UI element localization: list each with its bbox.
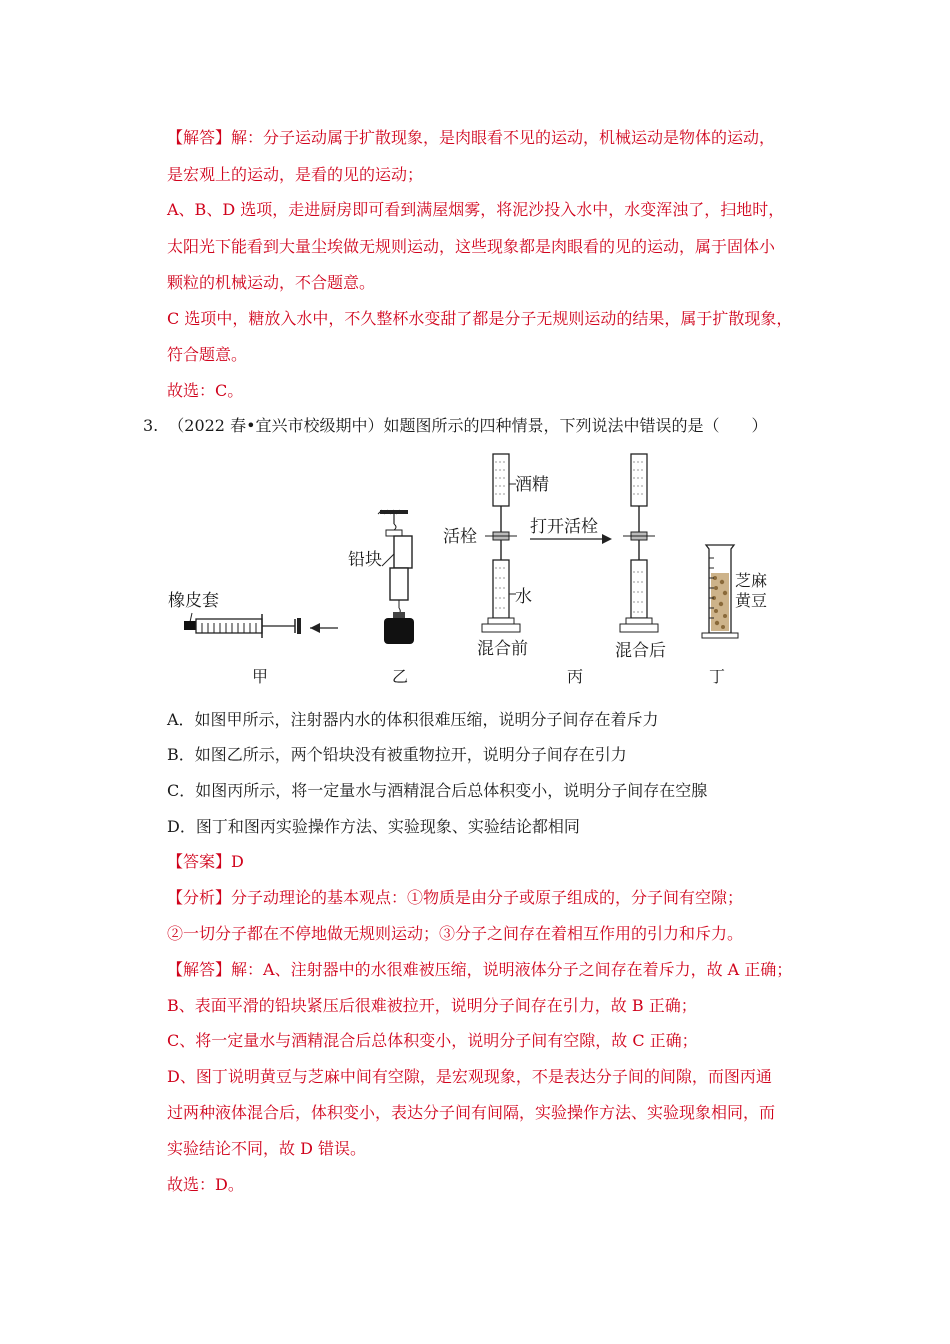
label-ding: 丁 xyxy=(709,667,726,686)
answer-line xyxy=(167,851,244,873)
mixing-before-diagram xyxy=(443,454,549,659)
solution-line: C、将一定量水与酒精混合后总体积变小，说明分子间有空隙，故 C 正确； xyxy=(167,1031,698,1050)
solution-text: 解：A、注射器中的水很难被压缩，说明液体分子之间存在着斥力，故 A 正确； xyxy=(231,960,793,979)
solution-conclusion: 故选：C。 xyxy=(167,381,244,400)
solution-line: 过两种液体混合后，体积变小，表达分子间有间隔，实验操作方法、实验现象相同，而 xyxy=(167,1103,776,1122)
question-number: 3. xyxy=(143,416,159,435)
solution-conclusion: 故选：D。 xyxy=(167,1175,244,1194)
before-mix-label: 混合前 xyxy=(477,639,528,659)
water-label: 水 xyxy=(515,587,532,607)
solution-line: 实验结论不同，故 D 错误。 xyxy=(167,1139,367,1158)
solution-line: B、表面平滑的铅块紧压后很难被拉开，说明分子间存在引力，故 B 正确； xyxy=(167,996,697,1015)
rubber-cap-label: 橡皮套 xyxy=(168,591,219,611)
question-stem xyxy=(143,415,768,437)
experiment-figure-svg xyxy=(150,448,810,693)
lead-block-diagram xyxy=(348,510,414,686)
solution-line: D、图丁说明黄豆与芝麻中间有空隙，是宏观现象，不是表达分子间的间隙，而图丙通 xyxy=(167,1067,772,1086)
option-a: A．如图甲所示，注射器内水的体积很难压缩，说明分子间存在着斥力 xyxy=(167,710,659,729)
solution-line: 是宏观上的运动，是看的见的运动； xyxy=(167,165,424,184)
solution-line: A、B、D 选项，走进厨房即可看到满屋烟雾，将泥沙投入水中，水变浑浊了，扫地时， xyxy=(167,200,785,219)
alcohol-label: 酒精 xyxy=(515,475,549,495)
solution-label: 【解答】 xyxy=(167,960,232,979)
solution-line: 颗粒的机械运动，不合题意。 xyxy=(167,273,376,292)
option-d: D．图丁和图丙实验操作方法、实验现象、实验结论都相同 xyxy=(167,817,580,836)
analysis-label: 【分析】 xyxy=(167,888,232,907)
label-jia: 甲 xyxy=(252,667,269,686)
solution-line: 太阳光下能看到大量尘埃做无规则运动，这些现象都是肉眼看的见的运动，属于固体小 xyxy=(167,237,776,256)
option-b: B．如图乙所示，两个铅块没有被重物拉开，说明分子间存在引力 xyxy=(167,745,627,764)
solution-line: 符合题意。 xyxy=(167,345,248,364)
solution-line: C 选项中，糖放入水中，不久整杯水变甜了都是分子无规则运动的结果，属于扩散现象， xyxy=(167,309,793,328)
sesame-label: 芝麻 xyxy=(735,571,768,590)
after-mix-label: 混合后 xyxy=(615,641,666,661)
lead-block-label: 铅块 xyxy=(348,550,382,570)
analysis-line: ②一切分子都在不停地做无规则运动；③分子之间存在着相互作用的引力和斥力。 xyxy=(167,924,744,943)
question-text: （2022 春•宜兴市校级期中）如题图所示的四种情景，下列说法中错误的是（ ） xyxy=(168,416,768,435)
solution-line: 【解答】解：分子运动属于扩散现象，是肉眼看不见的运动，机械运动是物体的运动， xyxy=(167,128,776,147)
label-bing: 丙 xyxy=(567,667,584,686)
bean-cylinder-diagram xyxy=(702,545,767,686)
mixing-after-diagram xyxy=(567,454,666,686)
syringe-diagram xyxy=(168,591,338,686)
analysis-text: 分子动理论的基本观点：①物质是由分子或原子组成的，分子间有空隙； xyxy=(231,888,744,907)
option-c: C．如图丙所示，将一定量水与酒精混合后总体积变小，说明分子间存在空腺 xyxy=(167,781,708,800)
experiment-figure xyxy=(150,448,810,693)
open-valve-label: 打开活栓 xyxy=(530,517,598,537)
answer-value: D xyxy=(231,852,244,871)
analysis-line xyxy=(167,887,743,909)
valve-label: 活栓 xyxy=(443,527,477,547)
label-yi: 乙 xyxy=(392,667,409,686)
soybean-label: 黄豆 xyxy=(735,591,768,610)
answer-label: 【答案】 xyxy=(167,852,232,871)
solution-line xyxy=(167,959,792,981)
open-valve-arrow xyxy=(530,517,612,544)
